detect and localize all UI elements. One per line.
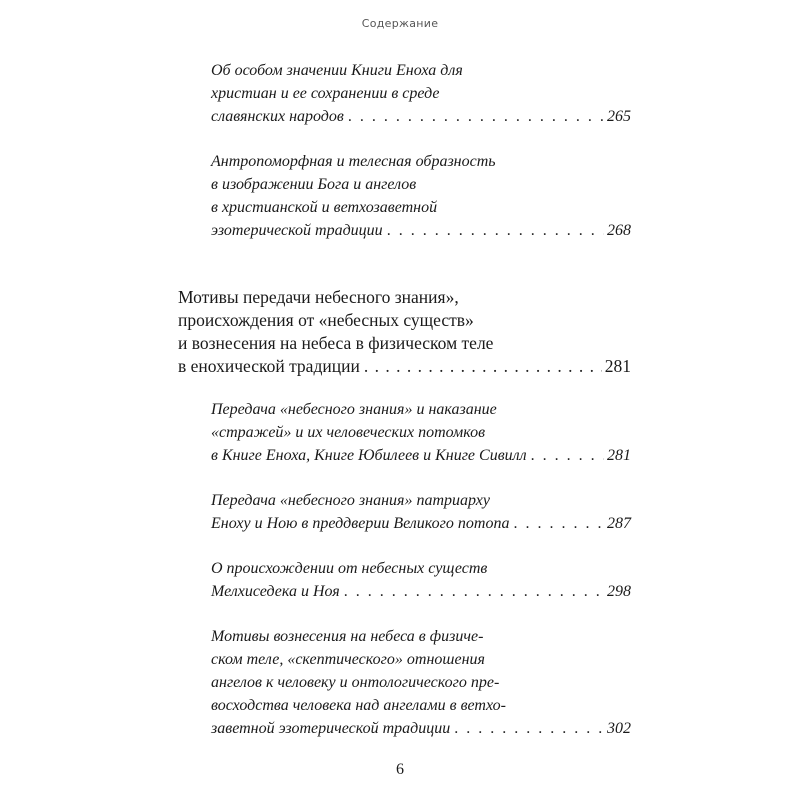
toc-page-number: 268 [607, 222, 631, 239]
toc-entry-line: эзотерической традиции [211, 222, 383, 239]
toc-entry-line: восходства человека над ангелами в ветхо- [211, 697, 507, 714]
toc-entry-line: Мотивы вознесения на небеса в физиче- [211, 628, 484, 645]
toc-entry-line: происхождения от «небесных существ» [178, 310, 474, 330]
dot-leader [454, 717, 604, 740]
toc-entry [211, 59, 631, 128]
toc-entry-line: Об особом значении Книги Еноха для [211, 62, 463, 79]
toc-entry-line: «стражей» и их человеческих потомков [211, 424, 486, 441]
toc-entry [211, 625, 631, 740]
toc-entry-line: и вознесения на небеса в физическом теле [178, 333, 494, 353]
toc-entry [211, 398, 631, 467]
toc-entry-line: Мотивы передачи небесного знания», [178, 287, 459, 307]
toc-page-number: 281 [607, 447, 631, 464]
dot-leader [348, 105, 604, 128]
toc-entry-line: в Книге Еноха, Книге Юбилеев и Книге Сивилл [211, 447, 527, 464]
dot-leader [513, 512, 604, 535]
toc-entry-line: Мелхиседека и Ноя [211, 583, 340, 600]
toc-entry-line: в изображении Бога и ангелов [211, 176, 417, 193]
toc-entry-line: ангелов к человеку и онтологического пре- [211, 674, 500, 691]
toc-page-number: 265 [607, 108, 631, 125]
dot-leader [344, 580, 604, 603]
toc-page-number: 302 [607, 720, 631, 737]
dot-leader [387, 219, 604, 242]
toc-entry-line: заветной эзотерической традиции [211, 720, 451, 737]
running-head: Содержание [361, 17, 439, 30]
toc-entry-line: Антропоморфная и телесная образность [211, 153, 496, 170]
toc-entry [211, 489, 631, 535]
toc-entry-line: Передача «небесного знания» патриарху [211, 492, 490, 509]
toc-page-number: 287 [607, 515, 631, 532]
toc-entry-line: в христианской и ветхозаветной [211, 199, 438, 216]
dot-leader [364, 355, 602, 378]
toc-chapter-entry [178, 286, 631, 378]
toc-entry-line: Передача «небесного знания» и наказание [211, 401, 497, 418]
page-number: 6 [396, 761, 404, 778]
toc-page-number: 298 [607, 583, 631, 600]
toc-entry-line: ском теле, «скептического» отношения [211, 651, 485, 668]
toc-page-number: 281 [604, 356, 631, 376]
toc-entry-line: славянских народов [211, 108, 344, 125]
toc-entry-line: христиан и ее сохранении в среде [211, 85, 440, 102]
toc-entry [211, 557, 631, 603]
toc-entry [211, 150, 631, 242]
toc-entry-line: в енохической традиции [178, 356, 360, 376]
dot-leader [531, 444, 604, 467]
toc-entry-line: Еноху и Ною в преддверии Великого потопа [211, 515, 510, 532]
toc-entry-line: О происхождении от небесных существ [211, 560, 488, 577]
